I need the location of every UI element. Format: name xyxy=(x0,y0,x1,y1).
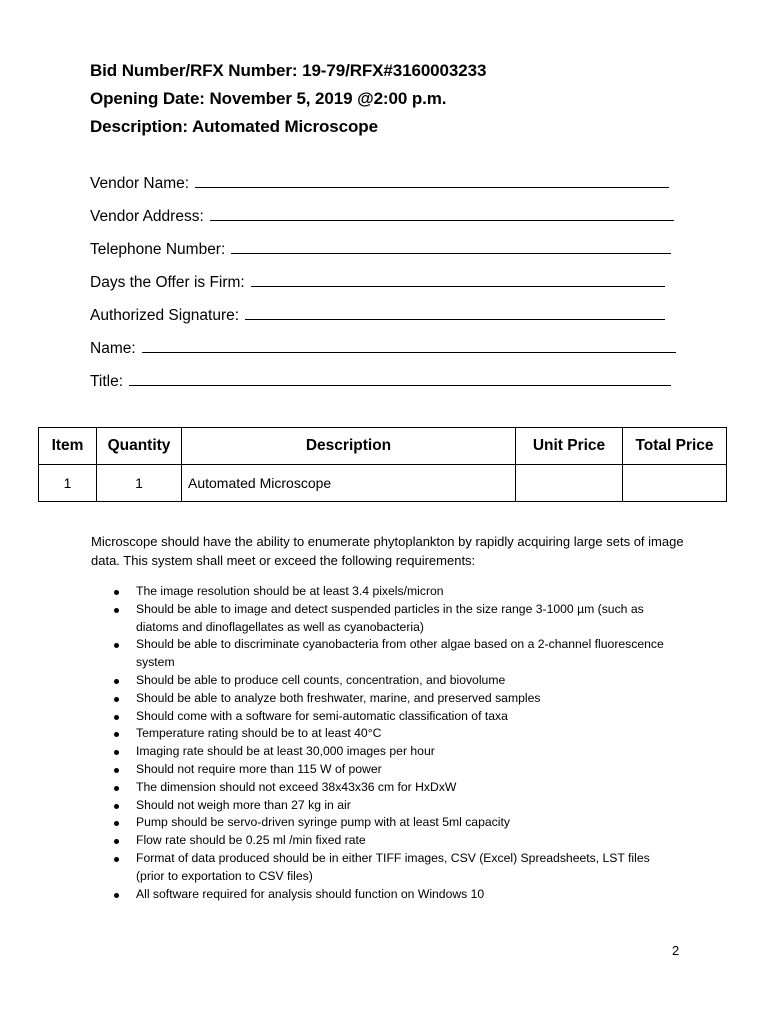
field-label: Title: xyxy=(90,373,124,390)
list-item xyxy=(110,601,680,637)
vendor-fields xyxy=(90,160,690,391)
bullet-icon xyxy=(114,768,119,773)
cell-description: Automated Microscope xyxy=(182,465,516,502)
list-item xyxy=(110,672,680,690)
requirement-text: Temperature rating should be to at least 40°C xyxy=(136,726,382,741)
col-unit-price: Unit Price xyxy=(516,428,623,465)
blank-line xyxy=(245,302,665,320)
col-quantity: Quantity xyxy=(97,428,182,465)
bid-description: Description: Automated Microscope xyxy=(90,117,378,136)
bullet-icon xyxy=(114,839,119,844)
bullet-icon xyxy=(114,732,119,737)
bullet-icon xyxy=(114,590,119,595)
title-field[interactable] xyxy=(90,358,690,391)
intro-paragraph: Microscope should have the ability to enumerate phytoplankton by rapidly acquiring large sets of image data. This system shall meet or exceed the following requirements: xyxy=(91,534,684,568)
requirement-text: Flow rate should be 0.25 ml /min fixed rate xyxy=(136,833,366,848)
requirement-text: Should come with a software for semi-automatic classification of taxa xyxy=(136,708,508,723)
bullet-icon xyxy=(114,643,119,648)
vendor-address-field[interactable] xyxy=(90,193,690,226)
requirement-text: Should not weigh more than 27 kg in air xyxy=(136,797,351,812)
bullet-icon xyxy=(114,608,119,613)
requirement-text: All software required for analysis should function on Windows 10 xyxy=(136,886,485,901)
cell-total-price[interactable] xyxy=(623,465,727,502)
bid-header xyxy=(90,57,730,141)
blank-line xyxy=(195,170,669,188)
blank-line xyxy=(210,203,674,221)
bullet-icon xyxy=(114,821,119,826)
requirement-text: Should not require more than 115 W of power xyxy=(136,761,382,776)
bullet-icon xyxy=(114,804,119,809)
field-label: Authorized Signature: xyxy=(90,307,240,324)
days-offer-firm-field[interactable] xyxy=(90,259,690,292)
cell-unit-price[interactable] xyxy=(516,465,623,502)
table-row xyxy=(39,465,727,502)
bullet-icon xyxy=(114,697,119,702)
requirement-text: Should be able to image and detect suspended particles in the size range 3-1000 µm (such as diatoms and dinoflagellates as well as cyanobacteria) xyxy=(136,601,644,634)
blank-line xyxy=(231,236,671,254)
requirement-text: Should be able to produce cell counts, concentration, and biovolume xyxy=(136,672,506,687)
requirements-list xyxy=(110,583,680,903)
col-total-price: Total Price xyxy=(623,428,727,465)
blank-line xyxy=(251,269,665,287)
list-item xyxy=(110,886,680,904)
list-item xyxy=(110,797,680,815)
bullet-icon xyxy=(114,893,119,898)
field-label: Vendor Name: xyxy=(90,175,190,192)
table-header-row xyxy=(39,428,727,465)
list-item xyxy=(110,832,680,850)
list-item xyxy=(110,636,680,672)
requirement-text: Imaging rate should be at least 30,000 images per hour xyxy=(136,744,435,759)
bullet-icon xyxy=(114,715,119,720)
list-item xyxy=(110,690,680,708)
list-item xyxy=(110,743,680,761)
bullet-icon xyxy=(114,679,119,684)
requirement-text: The dimension should not exceed 38x43x36 cm for HxDxW xyxy=(136,779,457,794)
list-item xyxy=(110,708,680,726)
bullet-icon xyxy=(114,786,119,791)
col-description: Description xyxy=(182,428,516,465)
col-item: Item xyxy=(39,428,97,465)
blank-line xyxy=(129,368,671,386)
bullet-icon xyxy=(114,857,119,862)
bid-number: Bid Number/RFX Number: 19-79/RFX#3160003233 xyxy=(90,61,487,80)
opening-date: Opening Date: November 5, 2019 @2:00 p.m. xyxy=(90,89,447,108)
cell-quantity: 1 xyxy=(97,465,182,502)
list-item xyxy=(110,850,680,886)
field-label: Vendor Address: xyxy=(90,208,204,225)
list-item xyxy=(110,583,680,601)
cell-item: 1 xyxy=(39,465,97,502)
name-field[interactable] xyxy=(90,325,690,358)
telephone-number-field[interactable] xyxy=(90,226,690,259)
requirement-text: Pump should be servo-driven syringe pump with at least 5ml capacity xyxy=(136,815,510,830)
list-item xyxy=(110,761,680,779)
list-item xyxy=(110,779,680,797)
field-label: Telephone Number: xyxy=(90,241,226,258)
field-label: Name: xyxy=(90,340,136,357)
field-label: Days the Offer is Firm: xyxy=(90,274,245,291)
bullet-icon xyxy=(114,750,119,755)
vendor-name-field[interactable] xyxy=(90,160,690,193)
requirement-text: Should be able to discriminate cyanobacteria from other algae based on a 2-channel fluorescence system xyxy=(136,637,664,670)
requirement-text: Format of data produced should be in either TIFF images, CSV (Excel) Spreadsheets, LST files (prior to exportation to CSV files) xyxy=(136,850,650,883)
authorized-signature-field[interactable] xyxy=(90,292,690,325)
requirement-text: The image resolution should be at least 3.4 pixels/micron xyxy=(136,584,444,598)
blank-line xyxy=(142,335,676,353)
requirement-text: Should be able to analyze both freshwater, marine, and preserved samples xyxy=(136,690,541,705)
page-number: 2 xyxy=(672,943,680,958)
bid-items-table xyxy=(38,427,727,502)
list-item xyxy=(110,725,680,743)
list-item xyxy=(110,814,680,832)
